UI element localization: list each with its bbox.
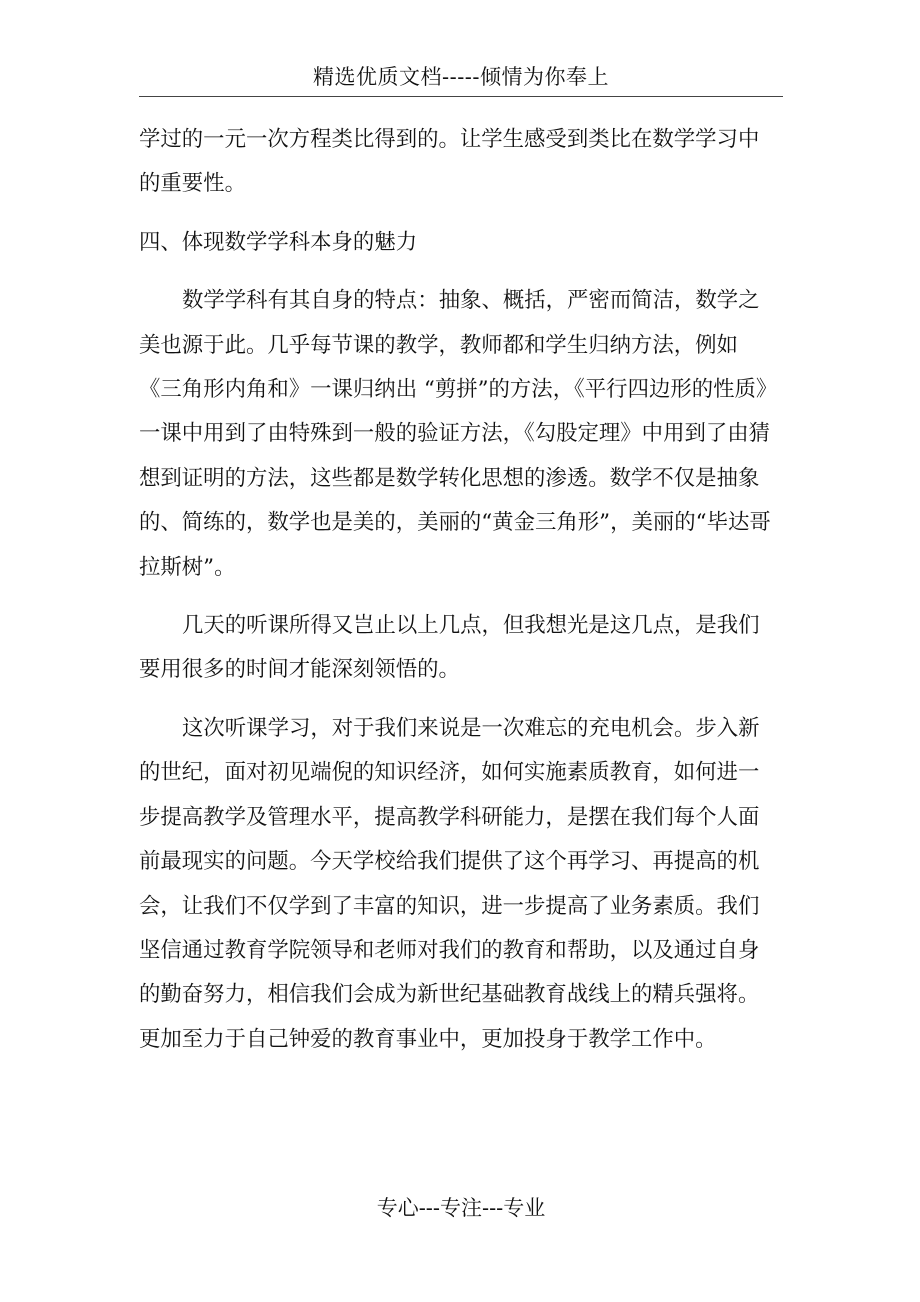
page-header: 精选优质文档-----倾情为你奉上 (313, 65, 609, 89)
page-footer: 专心---专注---专业 (376, 1196, 546, 1220)
paragraph-conclusion: 这次听课学习，对于我们来说是一次难忘的充电机会。步入新的世纪，面对初见端倪的知识经济，如何实施素质教育，如何进一步提高教学及管理水平，提高教学科研能力，是摆在我们每个人面前最现实的问题。今天学校给我们提供了这个再学习、再提高的机会，让我们不仅学到了丰富的知识，进一步提高了业务素质。我们坚信通过教育学院领导和老师对我们的教育和帮助，以及通过自身的勤奋努力，相信我们会成为新世纪基础教育战线上的精兵强将。更加至力于自己钟爱的教育事业中，更加投身于教学工作中。 (139, 715, 760, 1052)
document-body (139, 118, 779, 1076)
paragraph-reflection: 几天的听课所得又岂止以上几点，但我想光是这几点，是我们要用很多的时间才能深刻领悟的。 (139, 613, 760, 683)
section-heading: 四、体现数学学科本身的魅力 (139, 229, 418, 255)
paragraph-continuation: 学过的一元一次方程类比得到的。让学生感受到类比在数学学习中的重要性。 (139, 127, 760, 197)
paragraph-math-beauty: 数学学科有其自身的特点：抽象、概括，严密而简洁，数学之美也源于此。几乎每节课的教学，教师都和学生归纳方法，例如《三角形内角和》一课归纳出 “剪拼”的方法，《平行四边形的性质》一课中用到了由特殊到一般的验证方法，《勾股定理》中用到了由猜想到证明的方法，这些都是数学转化思想的渗透。数学不仅是抽象的、简练的，数学也是美的，美丽的“黄金三角形”，美丽的“毕达哥拉斯树”。 (139, 288, 778, 580)
header-divider (139, 96, 783, 97)
